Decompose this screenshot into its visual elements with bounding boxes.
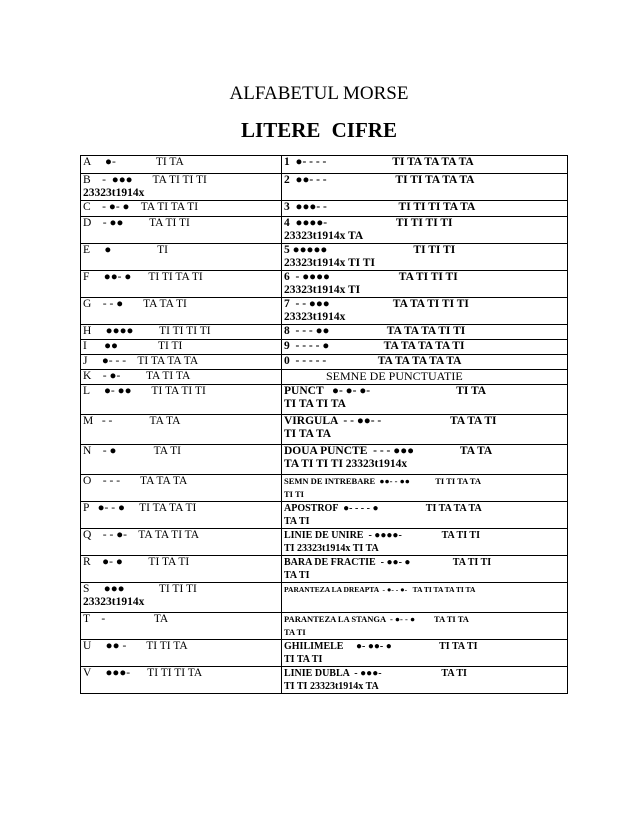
digit-punctuation-cell — [282, 475, 568, 502]
document-subtitle: LITERE CIFRE — [241, 118, 397, 142]
letter-cell — [81, 556, 282, 583]
digit-punctuation-cell — [282, 244, 568, 271]
letter-cell-line: A ●- TI TA — [83, 156, 184, 168]
digit-punctuation-cell-line: SEMNE DE PUNCTUATIE — [284, 369, 463, 383]
digit-punctuation-cell-line: LINIE DE UNIRE - ●●●●- TA TI TI — [284, 530, 480, 541]
digit-punctuation-cell — [282, 156, 568, 174]
table-row — [81, 325, 568, 340]
table-row — [81, 556, 568, 583]
digit-punctuation-cell — [282, 298, 568, 325]
digit-punctuation-cell-line: 23323t1914x — [284, 311, 346, 323]
letter-cell-line: B - ●●● TA TI TI TI — [83, 174, 207, 186]
table-row — [81, 370, 568, 385]
table-row — [81, 385, 568, 415]
letter-cell-line: C - ●- ● TA TI TA TI — [83, 201, 199, 213]
digit-punctuation-cell-line: SEMN DE INTREBARE ●●- - ●● TI TI TA TA — [284, 476, 481, 486]
digit-punctuation-cell-line: 4 ●●●●- TI TI TI TI — [284, 217, 453, 229]
letter-cell-line: E ● TI — [83, 244, 168, 256]
digit-punctuation-cell — [282, 355, 568, 370]
digit-punctuation-cell — [282, 325, 568, 340]
table-row — [81, 529, 568, 556]
letter-cell — [81, 355, 282, 370]
letter-cell-line: V ●●●- TI TI TI TA — [83, 667, 203, 679]
digit-punctuation-cell-line: TI TI 23323t1914x TA — [284, 681, 379, 692]
table-row — [81, 217, 568, 244]
letter-cell — [81, 667, 282, 694]
digit-punctuation-cell-line: 0 - - - - - TA TA TA TA TA — [284, 355, 462, 367]
letter-cell — [81, 613, 282, 640]
digit-punctuation-cell-line: PUNCT ●- ●- ●- TI TA — [284, 385, 487, 397]
digit-punctuation-cell — [282, 502, 568, 529]
digit-punctuation-cell-line: PARANTEZA LA STANGA - ●- - ● TA TI TA — [284, 614, 469, 624]
digit-punctuation-cell-line: DOUA PUNCTE - - - ●●● TA TA — [284, 445, 493, 457]
digit-punctuation-cell-line: 7 - - ●●● TA TA TI TI TI — [284, 298, 469, 310]
letter-cell-line: O - - - TA TA TA — [83, 475, 188, 487]
digit-punctuation-cell — [282, 529, 568, 556]
digit-punctuation-cell — [282, 613, 568, 640]
digit-punctuation-cell-line: 9 - - - - ● TA TA TA TA TI — [284, 340, 465, 352]
table-row — [81, 340, 568, 355]
digit-punctuation-cell-line: 6 - ●●●● TA TI TI TI — [284, 271, 458, 283]
letter-cell-line: H ●●●● TI TI TI TI — [83, 325, 211, 337]
letter-cell-line: F ●●- ● TI TI TA TI — [83, 271, 203, 283]
digit-punctuation-cell — [282, 217, 568, 244]
digit-punctuation-cell-line: LINIE DUBLA - ●●●- TA TI — [284, 668, 467, 679]
document-title: ALFABETUL MORSE — [229, 83, 409, 104]
letter-cell-line: Q - - ●- TA TA TI TA — [83, 529, 200, 541]
letter-cell — [81, 475, 282, 502]
digit-punctuation-cell-line: TA TI — [284, 627, 306, 637]
letter-cell — [81, 217, 282, 244]
letter-cell-line: G - - ● TA TA TI — [83, 298, 187, 310]
digit-punctuation-cell-line: TI TA TI — [284, 654, 323, 665]
table-row — [81, 298, 568, 325]
letter-cell-line: T - TA — [83, 613, 169, 625]
digit-punctuation-cell — [282, 385, 568, 415]
digit-punctuation-cell-line: TI TI — [284, 489, 304, 499]
table-row — [81, 244, 568, 271]
letter-cell — [81, 640, 282, 667]
table-row — [81, 445, 568, 475]
letter-cell-line: L ●- ●● TI TA TI TI — [83, 385, 206, 397]
digit-punctuation-cell-line: VIRGULA - - ●●- - TA TA TI — [284, 415, 497, 427]
letter-cell — [81, 298, 282, 325]
digit-punctuation-cell — [282, 667, 568, 694]
table-row — [81, 640, 568, 667]
letter-cell-line: S ●●● TI TI TI — [83, 583, 197, 595]
letter-cell — [81, 201, 282, 217]
digit-punctuation-cell-line: 23323t1914x TI TI — [284, 257, 375, 269]
digit-punctuation-cell-line: 2 ●●- - - TI TI TA TA TA — [284, 174, 475, 186]
letter-cell-line: M - - TA TA — [83, 415, 181, 427]
letter-cell-line: J ●- - - TI TA TA TA — [83, 355, 199, 367]
table-row — [81, 667, 568, 694]
letter-cell — [81, 325, 282, 340]
digit-punctuation-cell-line: 5 ●●●●● TI TI TI — [284, 244, 456, 256]
table-row — [81, 415, 568, 445]
letter-cell-line: U ●● - TI TI TA — [83, 640, 188, 652]
digit-punctuation-cell-line: 1 ●- - - - TI TA TA TA TA — [284, 156, 474, 168]
digit-punctuation-cell — [282, 370, 568, 385]
letter-cell-line: 23323t1914x — [83, 596, 145, 608]
digit-punctuation-cell-line: TI TA TA — [284, 428, 332, 440]
digit-punctuation-cell — [282, 201, 568, 217]
letter-cell-line: I ●● TI TI — [83, 340, 183, 352]
letter-cell — [81, 583, 282, 613]
digit-punctuation-cell-line: 23323t1914x TA — [284, 230, 364, 242]
letter-cell-line: N - ● TA TI — [83, 445, 181, 457]
digit-punctuation-cell — [282, 640, 568, 667]
digit-punctuation-cell — [282, 445, 568, 475]
table-row — [81, 174, 568, 201]
letter-cell-line: P ●- - ● TI TA TA TI — [83, 502, 197, 514]
table-row — [81, 355, 568, 370]
table-row — [81, 156, 568, 174]
digit-punctuation-cell — [282, 556, 568, 583]
digit-punctuation-cell — [282, 583, 568, 613]
table-row — [81, 201, 568, 217]
table-row — [81, 475, 568, 502]
letter-cell — [81, 340, 282, 355]
digit-punctuation-cell-line: PARANTEZA LA DREAPTA - ●- - ●- TA TI TA TA TI TA — [284, 585, 476, 594]
letter-cell-line: 23323t1914x — [83, 187, 145, 199]
digit-punctuation-cell-line: APOSTROF ●- - - - ● TI TA TA TA — [284, 503, 482, 514]
table-row — [81, 271, 568, 298]
letter-cell — [81, 174, 282, 201]
digit-punctuation-cell-line: 8 - - - ●● TA TA TA TI TI — [284, 325, 466, 337]
letter-cell-line: R ●- ● TI TA TI — [83, 556, 190, 568]
letter-cell — [81, 445, 282, 475]
digit-punctuation-cell-line: TA TI — [284, 516, 310, 527]
letter-cell-line: D - ●● TA TI TI — [83, 217, 190, 229]
letter-cell — [81, 370, 282, 385]
letter-cell — [81, 415, 282, 445]
letter-cell — [81, 244, 282, 271]
digit-punctuation-cell-line: 23323t1914x TI — [284, 284, 361, 296]
digit-punctuation-cell — [282, 415, 568, 445]
digit-punctuation-cell — [282, 340, 568, 355]
letter-cell — [81, 156, 282, 174]
table-row — [81, 613, 568, 640]
digit-punctuation-cell-line: GHILIMELE ●- ●●- ● TI TA TI — [284, 641, 478, 652]
digit-punctuation-cell-line: 3 ●●●- - TI TI TI TA TA — [284, 201, 476, 213]
letter-cell — [81, 529, 282, 556]
morse-table-body — [81, 156, 568, 694]
digit-punctuation-cell-line: TI TA TI TA — [284, 398, 346, 410]
digit-punctuation-cell — [282, 271, 568, 298]
letter-cell — [81, 502, 282, 529]
digit-punctuation-cell-line: TA TI — [284, 570, 310, 581]
digit-punctuation-cell — [282, 174, 568, 201]
letter-cell-line: K - ●- TA TI TA — [83, 370, 191, 382]
digit-punctuation-cell-line: TA TI TI TI 23323t1914x — [284, 458, 408, 470]
letter-cell — [81, 271, 282, 298]
digit-punctuation-cell-line: TI 23323t1914x TI TA — [284, 543, 379, 554]
table-row — [81, 502, 568, 529]
morse-table — [80, 155, 568, 694]
letter-cell — [81, 385, 282, 415]
table-row — [81, 583, 568, 613]
digit-punctuation-cell-line: BARA DE FRACTIE - ●●- ● TA TI TI — [284, 557, 492, 568]
